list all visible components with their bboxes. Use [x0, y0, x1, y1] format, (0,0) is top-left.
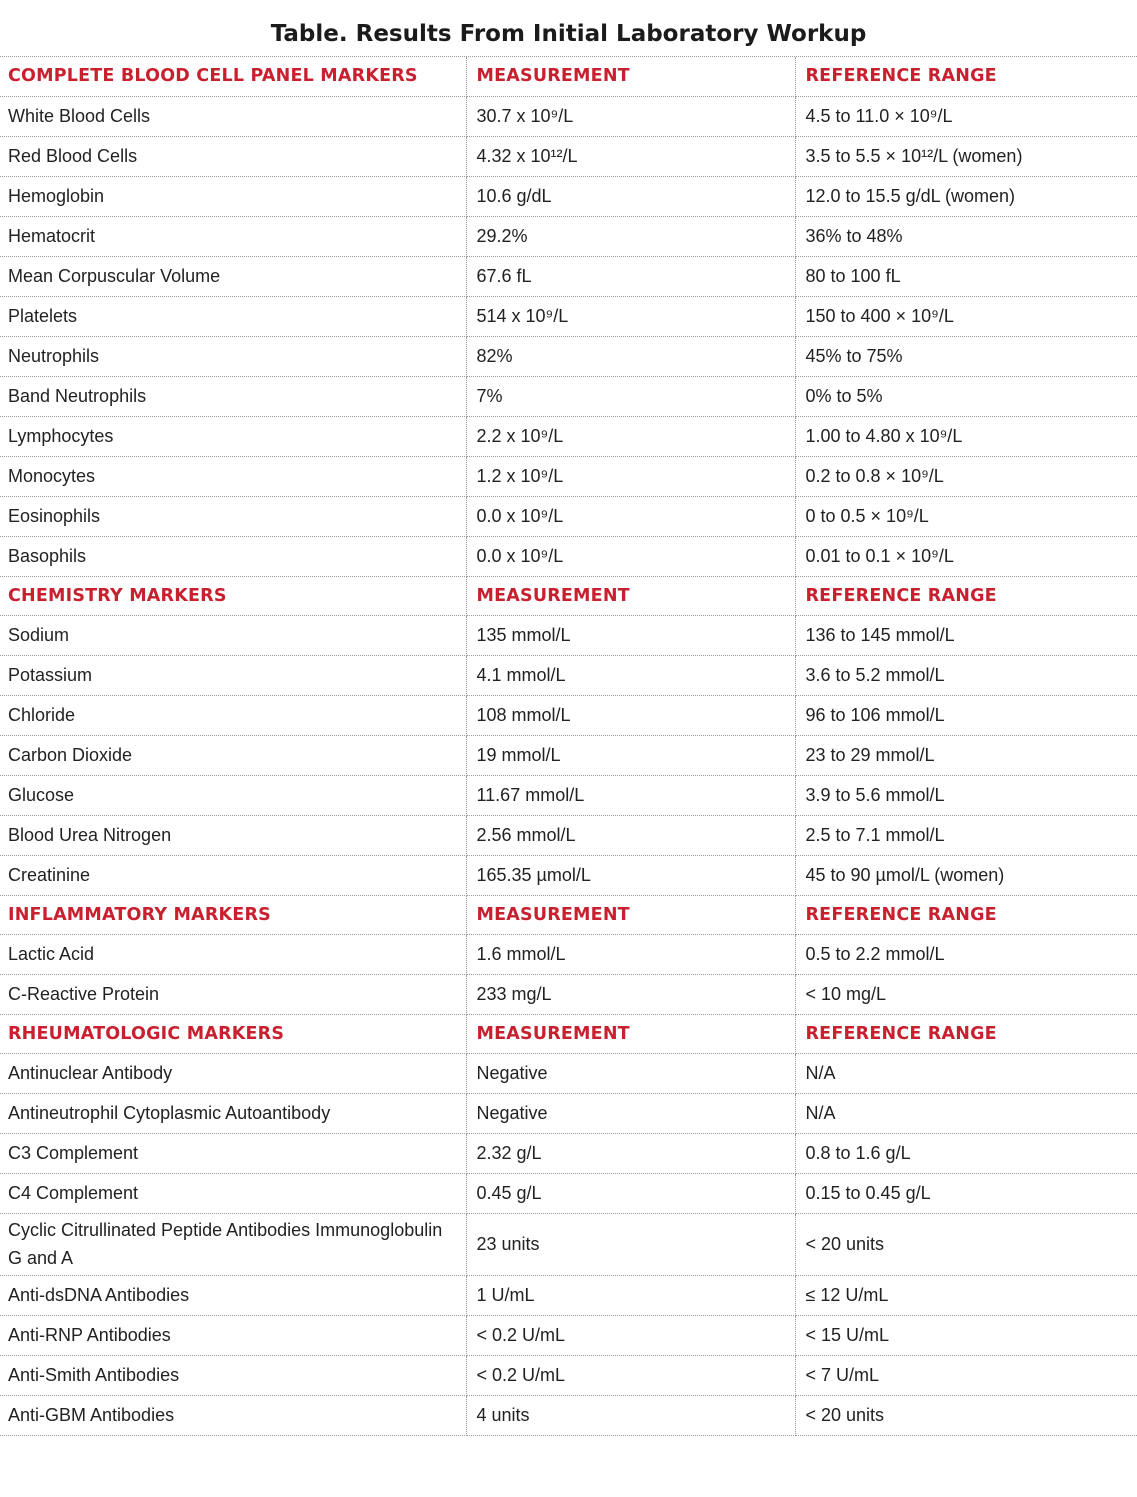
marker-name-cell: Carbon Dioxide — [0, 735, 466, 775]
marker-name-cell: White Blood Cells — [0, 96, 466, 136]
reference-range-cell: 96 to 106 mmol/L — [795, 695, 1137, 735]
section-header-reference-range: REFERENCE RANGE — [795, 576, 1137, 615]
marker-name-cell: Lymphocytes — [0, 416, 466, 456]
reference-range-cell: 0.8 to 1.6 g/L — [795, 1133, 1137, 1173]
measurement-cell: 135 mmol/L — [466, 615, 795, 655]
table-row — [0, 336, 1137, 376]
marker-name-cell: Anti-RNP Antibodies — [0, 1315, 466, 1355]
reference-range-cell: 2.5 to 7.1 mmol/L — [795, 815, 1137, 855]
lab-results-table — [0, 57, 1137, 1436]
table-row — [0, 1355, 1137, 1395]
reference-range-cell: < 15 U/mL — [795, 1315, 1137, 1355]
table-row — [0, 1093, 1137, 1133]
reference-range-cell: 36% to 48% — [795, 216, 1137, 256]
reference-range-cell: 0% to 5% — [795, 376, 1137, 416]
section-header-marker-name: INFLAMMATORY MARKERS — [0, 895, 466, 934]
measurement-cell: Negative — [466, 1093, 795, 1133]
measurement-cell: 4.1 mmol/L — [466, 655, 795, 695]
reference-range-cell: 45 to 90 µmol/L (women) — [795, 855, 1137, 895]
reference-range-cell: 23 to 29 mmol/L — [795, 735, 1137, 775]
measurement-cell: 10.6 g/dL — [466, 176, 795, 216]
marker-name-cell: Lactic Acid — [0, 934, 466, 974]
measurement-cell: 4 units — [466, 1395, 795, 1435]
marker-name-cell: Basophils — [0, 536, 466, 576]
table-row — [0, 456, 1137, 496]
measurement-cell: 1 U/mL — [466, 1275, 795, 1315]
table-row — [0, 735, 1137, 775]
reference-range-cell: 45% to 75% — [795, 336, 1137, 376]
measurement-cell: 0.45 g/L — [466, 1173, 795, 1213]
table-row — [0, 815, 1137, 855]
reference-range-cell: 12.0 to 15.5 g/dL (women) — [795, 176, 1137, 216]
table-row — [0, 974, 1137, 1014]
measurement-cell: < 0.2 U/mL — [466, 1315, 795, 1355]
reference-range-cell: 0.5 to 2.2 mmol/L — [795, 934, 1137, 974]
table-row — [0, 1275, 1137, 1315]
marker-name-cell: Blood Urea Nitrogen — [0, 815, 466, 855]
reference-range-cell: 0 to 0.5 × 10⁹/L — [795, 496, 1137, 536]
measurement-cell: 2.32 g/L — [466, 1133, 795, 1173]
table-row — [0, 1395, 1137, 1435]
measurement-cell: 165.35 µmol/L — [466, 855, 795, 895]
reference-range-cell: < 7 U/mL — [795, 1355, 1137, 1395]
marker-name-cell: Antineutrophil Cytoplasmic Autoantibody — [0, 1093, 466, 1133]
measurement-cell: 0.0 x 10⁹/L — [466, 536, 795, 576]
section-header-reference-range: REFERENCE RANGE — [795, 895, 1137, 934]
table-row — [0, 296, 1137, 336]
table-row — [0, 416, 1137, 456]
table-row — [0, 376, 1137, 416]
marker-name-cell: Potassium — [0, 655, 466, 695]
section-header-marker-name: CHEMISTRY MARKERS — [0, 576, 466, 615]
measurement-cell: 4.32 x 10¹²/L — [466, 136, 795, 176]
measurement-cell: 233 mg/L — [466, 974, 795, 1014]
measurement-cell: 108 mmol/L — [466, 695, 795, 735]
marker-name-cell: Eosinophils — [0, 496, 466, 536]
marker-name-cell: Anti-dsDNA Antibodies — [0, 1275, 466, 1315]
measurement-cell: 67.6 fL — [466, 256, 795, 296]
reference-range-cell: 3.6 to 5.2 mmol/L — [795, 655, 1137, 695]
table-row — [0, 136, 1137, 176]
reference-range-cell: 3.5 to 5.5 × 10¹²/L (women) — [795, 136, 1137, 176]
measurement-cell: 19 mmol/L — [466, 735, 795, 775]
marker-name-cell: Hematocrit — [0, 216, 466, 256]
section-header-measurement: MEASUREMENT — [466, 895, 795, 934]
reference-range-cell: 0.01 to 0.1 × 10⁹/L — [795, 536, 1137, 576]
table-row — [0, 1133, 1137, 1173]
marker-name-cell: C3 Complement — [0, 1133, 466, 1173]
measurement-cell: 30.7 x 10⁹/L — [466, 96, 795, 136]
table-row — [0, 695, 1137, 735]
table-row — [0, 855, 1137, 895]
section-header-measurement: MEASUREMENT — [466, 1014, 795, 1053]
reference-range-cell: 0.2 to 0.8 × 10⁹/L — [795, 456, 1137, 496]
table-row — [0, 1315, 1137, 1355]
reference-range-cell: 1.00 to 4.80 x 10⁹/L — [795, 416, 1137, 456]
table-row — [0, 256, 1137, 296]
section-header-measurement: MEASUREMENT — [466, 576, 795, 615]
measurement-cell: 23 units — [466, 1213, 795, 1275]
marker-name-cell: Mean Corpuscular Volume — [0, 256, 466, 296]
marker-name-cell: Band Neutrophils — [0, 376, 466, 416]
marker-name-cell: Platelets — [0, 296, 466, 336]
measurement-cell: 1.6 mmol/L — [466, 934, 795, 974]
table-row — [0, 536, 1137, 576]
marker-name-cell: Cyclic Citrullinated Peptide Antibodies Immunoglobulin G and A — [0, 1213, 466, 1275]
reference-range-cell: < 20 units — [795, 1213, 1137, 1275]
reference-range-cell: 136 to 145 mmol/L — [795, 615, 1137, 655]
reference-range-cell: N/A — [795, 1053, 1137, 1093]
measurement-cell: 1.2 x 10⁹/L — [466, 456, 795, 496]
table-row — [0, 496, 1137, 536]
reference-range-cell: < 10 mg/L — [795, 974, 1137, 1014]
reference-range-cell: ≤ 12 U/mL — [795, 1275, 1137, 1315]
marker-name-cell: Anti-GBM Antibodies — [0, 1395, 466, 1435]
table-body — [0, 57, 1137, 1435]
table-row — [0, 775, 1137, 815]
table-row — [0, 176, 1137, 216]
marker-name-cell: C-Reactive Protein — [0, 974, 466, 1014]
marker-name-cell: Neutrophils — [0, 336, 466, 376]
reference-range-cell: 4.5 to 11.0 × 10⁹/L — [795, 96, 1137, 136]
measurement-cell: 11.67 mmol/L — [466, 775, 795, 815]
measurement-cell: Negative — [466, 1053, 795, 1093]
marker-name-cell: Hemoglobin — [0, 176, 466, 216]
measurement-cell: 2.56 mmol/L — [466, 815, 795, 855]
marker-name-cell: Antinuclear Antibody — [0, 1053, 466, 1093]
marker-name-cell: Creatinine — [0, 855, 466, 895]
measurement-cell: 2.2 x 10⁹/L — [466, 416, 795, 456]
section-header-measurement: MEASUREMENT — [466, 57, 795, 96]
measurement-cell: < 0.2 U/mL — [466, 1355, 795, 1395]
section-header-row — [0, 895, 1137, 934]
marker-name-cell: C4 Complement — [0, 1173, 466, 1213]
reference-range-cell: 150 to 400 × 10⁹/L — [795, 296, 1137, 336]
section-header-reference-range: REFERENCE RANGE — [795, 1014, 1137, 1053]
reference-range-cell: 80 to 100 fL — [795, 256, 1137, 296]
reference-range-cell: 0.15 to 0.45 g/L — [795, 1173, 1137, 1213]
section-header-row — [0, 576, 1137, 615]
table-row — [0, 1173, 1137, 1213]
table-row — [0, 615, 1137, 655]
table-row — [0, 1053, 1137, 1093]
measurement-cell: 0.0 x 10⁹/L — [466, 496, 795, 536]
reference-range-cell: N/A — [795, 1093, 1137, 1133]
reference-range-cell: 3.9 to 5.6 mmol/L — [795, 775, 1137, 815]
measurement-cell: 29.2% — [466, 216, 795, 256]
measurement-cell: 7% — [466, 376, 795, 416]
marker-name-cell: Anti-Smith Antibodies — [0, 1355, 466, 1395]
table-row — [0, 1213, 1137, 1275]
section-header-marker-name: RHEUMATOLOGIC MARKERS — [0, 1014, 466, 1053]
marker-name-cell: Chloride — [0, 695, 466, 735]
marker-name-cell: Red Blood Cells — [0, 136, 466, 176]
marker-name-cell: Sodium — [0, 615, 466, 655]
section-header-row — [0, 1014, 1137, 1053]
table-title: Table. Results From Initial Laboratory Workup — [0, 0, 1137, 57]
section-header-marker-name: COMPLETE BLOOD CELL PANEL MARKERS — [0, 57, 466, 96]
marker-name-cell: Monocytes — [0, 456, 466, 496]
reference-range-cell: < 20 units — [795, 1395, 1137, 1435]
section-header-reference-range: REFERENCE RANGE — [795, 57, 1137, 96]
marker-name-cell: Glucose — [0, 775, 466, 815]
table-row — [0, 96, 1137, 136]
measurement-cell: 514 x 10⁹/L — [466, 296, 795, 336]
section-header-row — [0, 57, 1137, 96]
table-row — [0, 655, 1137, 695]
table-row — [0, 934, 1137, 974]
measurement-cell: 82% — [466, 336, 795, 376]
table-row — [0, 216, 1137, 256]
